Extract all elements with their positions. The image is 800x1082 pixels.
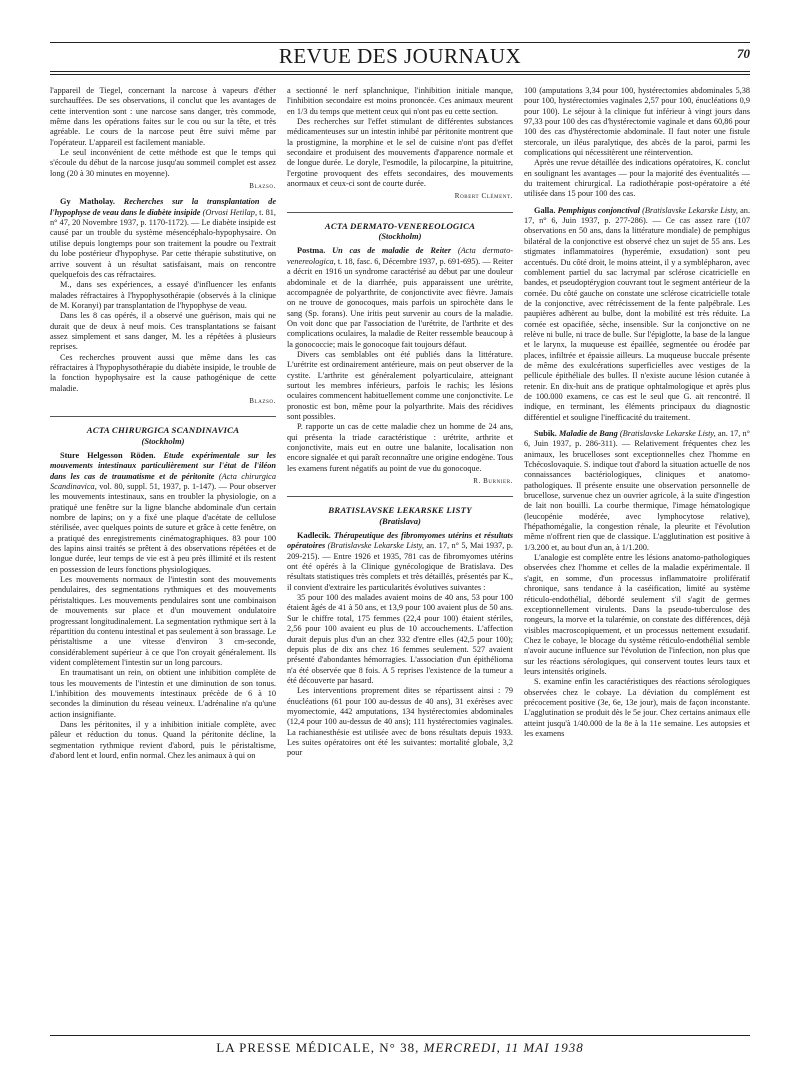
paragraph: Dans les péritonites, il y a inhibition initiale complète, avec pâleur et réduction du tonus. Quand la péritonite décline, la segmentation rythmique revient d'abord, puis le péristaltisme, d'abord lent et lourd, enfin normal. Chez les animaux à qui on xyxy=(50,719,276,760)
header-bottom-rule xyxy=(50,71,750,72)
column-3 xyxy=(524,86,750,1030)
article-title: Pemphigus conjonctival xyxy=(557,205,640,215)
paragraph: l'appareil de Tiegel, concernant la narcose à vapeurs d'éther surchauffées. De ses observations, il conclut que les avantages de cette intervention sont : une narcose sans danger, très commode, même dans les opérations faites sur le cou ou sur la tête, et très agréable. Le cours de la narcose peut être suivi même par l'opérateur. L'appareil est facilement maniable. xyxy=(50,86,276,147)
article xyxy=(524,429,750,553)
article-source: (Bratislavske Lekarske Listy, xyxy=(642,205,738,215)
article-body: an. 17, n° 6, Juin 1937, p. 277-286). — Ce cas assez rare (107 observations en 50 ans, dans la littérature mondiale) de pemphigus bilatéral de la conjonctive est observé chez un sujet de 55 ans. Les stigmates inflammatoires (hyperémie, exsudation) sont peu accentués. Du côté droit, le moins atteint, il y a symblépharon, avec comblement partiel du sac lacrymal par sclérose cicatricielle en bandes, et pseudoptérygion couvrant tout le segment antérieur de la cornée. Du côté gauche on constate une sclérose cicatricielle totale de la conjonctive, avec rétrécissement de la fente palpébrale. Les paupières adhèrent au bulbe, dont la mobilité est très réduite. La cornée est opacifiée, sèche, insensible. Sur la conjonctive on ne relève ni bulle, ni trace de bulle. Sur l'épiglotte, la base de la langue et le larynx, la muqueuse est épaillée, segmentée ou érodée par places, infiltrée et épaissie ailleurs. La muqueuse buccale présente de même des exulcérations superficielles avec vestiges de la pellicule épithéliale des bulles. Il n'existe aucune lésion cutanée à retenir. En dix-huit ans de pratique ophtalmologique et après plus de 100.000 examens, ce cas est le seul que G. ait rencontré. Il indique, en terminant, les éléments principaux du diagnostic différentiel et souligne l'inefficacité du traitement. xyxy=(524,205,750,422)
article-body: an. 17, n° 5, Mai 1937, p. 209-215). — Entre 1926 et 1935, 781 cas de fibromyomes utérins ont été opérés à la Clinique gynécologique de Bratislava. Des résultats statistiques très complets et très détaillés, présentés par K., il convient d'extraire les particularités évolutives suivantes : xyxy=(287,541,513,592)
paragraph: 100 (amputations 3,34 pour 100, hystérectomies abdominales 5,38 pour 100, hystérectomies vaginales 2,57 pour 100, énucléations 0,9 pour 100). Le séjour à la clinique fut inférieur à vingt jours dans 97,33 pour 100 des cas d'hystérectomie vaginale et dans 60,86 pour 100 des cas d'hystérectomie abdominale. Il faut noter une fistule stercorale, un iléus paralytique, des abcès de la paroi, parmi les complications qui nécessitèrent une réintervention. xyxy=(524,86,750,158)
section-separator xyxy=(287,496,513,497)
article xyxy=(524,206,750,423)
article xyxy=(50,451,276,575)
article-author: Galla. xyxy=(534,205,556,215)
article-body: vol. 80, suppl. 51, 1937, p. 1-147). — Pour observer les mouvements intestinaux, sans en troubler la physiologie, on a pratiqué une fenêtre sur la ligne blanche abdominale d'un certain nombre de lapins; on y a fixé une plaque d'acétate de cellulose stérilisée, avec quelques points de suture et grâce à cette fenêtre, on a pratiqué des enregistrements cinématographiques. 83 pour 100 des lapins ainsi traités se prêtent à des observations répétées et de longue durée, leur temps de vie est à peu près illimité et ils restent en possession de leurs fonctions physiologiques. xyxy=(50,482,276,574)
signature: Robert Clément. xyxy=(454,192,513,201)
article-source: (Orvosi Hetilap, xyxy=(202,207,258,217)
article-source: (Acta chirurgica Scandinavica, xyxy=(50,471,276,492)
article-author: Gy Matholay. xyxy=(60,197,116,207)
section-separator xyxy=(50,416,276,417)
paragraph: M., dans ses expériences, a essayé d'influencer les enfants malades réfractaires à l'hypophysothérapie (observés à la clinique de M. Koranyi) par transplantation de l'hypophyse de veau. xyxy=(50,280,276,310)
footer-journal: LA PRESSE MÉDICALE, N° 38, xyxy=(216,1040,420,1055)
page-header xyxy=(50,40,750,80)
paragraph: Ces recherches prouvent aussi que même dans les cas réfractaires à l'hypophysothérapie du diabète insipide, le trouble de la fonction hypophysaire est la cause pathogénique de cette maladie. xyxy=(50,352,276,393)
footer-date: MERCREDI, 11 MAI 1938 xyxy=(423,1040,584,1055)
header-bottom-rule-2 xyxy=(50,74,750,75)
page-number: 70 xyxy=(737,46,750,61)
article xyxy=(50,197,276,280)
article xyxy=(287,246,513,349)
footer-rule xyxy=(50,1035,750,1036)
paragraph: L'analogie est complète entre les lésions anatomo-pathologiques observées chez l'homme et celles de la maladie expérimentale. Il s'agit, en somme, d'un processus inflammatoire prolifératif chronique, sans tendance à la caséification, limité au système réticulo-endothélial, débordé seulement s'il s'agit de germes exceptionnellement virulents. Dans la pseudo-tuberculose des rongeurs, la morve et la tularémie, on constate des différences, déjà visibles macroscopiquement, et un processus nettement exsudatif. Chez le cobaye, le blocage du système réticulo-endothélial semble n'avoir aucune influence sur l'évolution de l'infection, non plus que sur les réactions sérologiques, qui conservent toutes leurs taux et leurs intensités originels. xyxy=(524,553,750,676)
article-body: t. 81, n° 47, 20 Novembre 1937, p. 1170-1172). — Le diabète insipide est causé par un trouble du système mésencéphalo-hypophysaire. On utilise depuis longtemps pour son traitement la poudre ou l'extrait du lobe postérieur d'hypophyse. Par cette thérapie substitutive, on arrive souvent à un résultat satisfaisant, mais on rencontre quelquefois des cas réfractaires. xyxy=(50,207,276,279)
section-title: ACTA DERMATO-VENEREOLOGICA xyxy=(324,220,476,231)
article-body: t. 18, fasc. 6, Décembre 1937, p. 691-695). — Reiter a décrit en 1916 un syndrome caractérisé au début par une douleur abdominale et de la diarrhée, puis apparaissent une urétrite, accompagnée de polyarthrite, de conjonctivite avec fièvre. Jamais on ne trouve de gonocoques, mais parfois un spirochète dans le sang (Sp. forans). Une iritis peut survenir au cours de la maladie. On voit donc que par l'association de l'urétrite, de l'arthrite et des complications oculaires, la maladie de Reiter ressemble beaucoup à la gonococcie; mais le gonocoque fait toujours défaut. xyxy=(287,256,513,349)
section-separator xyxy=(287,212,513,213)
article-source: (Bratislavske Lekarske Listy, xyxy=(619,429,716,438)
column-2 xyxy=(287,86,513,1030)
section-subtitle: (Bratislava) xyxy=(379,515,421,526)
footer-text xyxy=(50,1040,750,1056)
article-author: Postma. xyxy=(297,246,326,256)
article-title: Un cas de maladie de Reiter xyxy=(332,246,452,256)
header-top-rule xyxy=(50,42,750,43)
paragraph: Les mouvements normaux de l'intestin sont des mouvements pendulaires, des segmentations rythmiques et des mouvements péristaltiques. Les mouvements pendulaires sont une combinaison de mouvements sur place et d'un mouvement ondulatoire progressant longitudinalement. La segmentation rythmique sert à la répartition du contenu intestinal et pas seulement à son brassage. Le péristaltisme a une vitesse d'environ 3 cm-seconde, considérablement supérieur à ce que l'on croyait généralement. Ils vident complètement l'intestin sur un long parcours. xyxy=(50,575,276,667)
paragraph: a sectionné le nerf splanchnique, l'inhibition initiale manque, l'inhibition secondaire est moins prononcée. Ces animaux meurent en 1/3 du temps que mettent ceux qui n'ont pas eu cette section. xyxy=(287,86,513,116)
section-subtitle: (Stockholm) xyxy=(378,231,422,242)
page-footer xyxy=(50,1034,750,1062)
section-title: ACTA CHIRURGICA SCANDINAVICA xyxy=(86,425,240,436)
text-columns xyxy=(50,86,750,1030)
article-title: Thérapeutique des fibromyomes utérins et résultats opératoires xyxy=(287,531,513,551)
article-source: (Acta dermato-venereologica, xyxy=(287,246,513,266)
article-title: Recherches sur la transplantation de l'hypophyse de veau dans le diabète insipide xyxy=(50,197,276,217)
paragraph: Des recherches sur l'effet stimulant de différentes substances médicamenteuses sur un intestin inhibé par péritonite montrent que la prostigmine, la morphine et le sel de cuisine n'ont pas d'effet secondaire et produisent des mouvements d'apparence normale et de longue durée. Le doryle, l'esmodile, la pilocarpine, la pituitrine, l'ergotine provoquent des effets secondaires, des mouvements anormaux et ceux-ci sont de courte durée. xyxy=(287,117,513,189)
paragraph: Les interventions proprement dites se répartissent ainsi : 79 énucléations (61 pour 100 au-dessus de 40 ans), 31 exérèses avec myomectomie, 442 amputations, 134 hystérectomies abdominales (12,4 pour 100 au-dessus de 40 ans); 111 hystérectomies vaginales. La rachianesthésie est utilisée avec de bons résultats depuis 1933. Les suites opératoires ont été les suivantes: mortalité globale, 3,2 pour xyxy=(287,686,513,758)
article-source: (Bratislavske Lekarske Listy, xyxy=(327,541,424,551)
article-author: Sture Helgesson Röden. xyxy=(60,451,156,460)
article-title: Etude expérimentale sur les mouvements intestinaux particulièrement sur l'état de l'iléon dans les cas de traumatisme et de péritonite xyxy=(50,451,276,481)
paragraph: Dans les 8 cas opérés, il a observé une guérison, mais qui ne durait que de deux à neuf mois. Ces transplantations se faisant assez simplement et sans danger, M. les a répétées à plusieurs reprises. xyxy=(50,311,276,352)
paragraph: 35 pour 100 des malades avaient moins de 40 ans, 53 pour 100 étaient âgés de 41 à 50 ans, et 13,9 pour 100 avaient plus de 50 ans. Sur le chiffre total, 175 femmes (22,4 pour 100) étaient stériles, 2,56 pour 100 avaient eu plus de 10 accouchements. L'affection durait depuis plus d'un an chez 332 d'entre elles (42,5 pour 100); depuis plus de dix ans chez 16 femmes seulement. 527 avaient présenté d'abondantes hémorragies. L'association d'un épithélioma n'a été observée que 8 fois. A 5 reprises l'existence de la tumeur a été découverte par hasard. xyxy=(287,593,513,685)
section-title: BRATISLAVSKE LEKARSKE LISTY xyxy=(328,505,472,516)
paragraph: P. rapporte un cas de cette maladie chez un homme de 24 ans, qui présenta la triade caractéristique : urétrite, arthrite et conjonctivite, mais eut en outre une balanite, localisation non encore signalée et qui paraît reconnaître une origine endogène. Tous les examens furent négatifs au point de vue du gonocoque. xyxy=(287,422,513,473)
signature: Blazso. xyxy=(249,182,276,191)
section-subtitle: (Stockholm) xyxy=(141,435,185,446)
article-body: an. 17, n° 6, Juin 1937, p. 286-311). — Relativement fréquentes chez les animaux, les brucelloses sont exceptionnelles chez l'homme en Tchécoslovaquie. S. indique tout d'abord la situation actuelle de nos connaissances bactériologiques, cliniques et anatomo-pathologiques. Il présente ensuite une observation personnelle de brucellose, survenue chez un ouvrier agricole, à la suite d'ingestion de lait non bouilli. La courbe thermique, l'image hématologique (leucopénie modérée, avec lymphocytose relative), l'hépathomégalie, la congestion rénale, la pleurite et l'évolution même n'offrent rien que de classique. L'agglutination est positive à 1/3.200 et, au bout d'un an, à 1/1.200. xyxy=(524,429,750,552)
signature: R. Burnier. xyxy=(473,477,513,486)
article-title: Maladie de Bang xyxy=(559,429,618,438)
column-1 xyxy=(50,86,276,1030)
article-author: Subik. xyxy=(534,429,557,438)
article-author: Kadlecik. xyxy=(297,531,331,541)
paragraph: Divers cas semblables ont été publiés dans la littérature. L'urétrite est ordinairement antérieure, mais on peut observer de la cystite. L'arthrite est généralement polyarticulaire, atteignant surtout les membres inférieurs, parfois le rachis; les lésions oculaires commencent habituellement comme une conjonctivite. Le pronostic est bon, même pour la polyarthrite. Mais des récidives sont possibles. xyxy=(287,349,513,421)
paragraph: En traumatisant un rein, on obtient une inhibition complète de tous les mouvements de l'intestin et une diminution de son tonus. L'inhibition des mouvements intestinaux précède de 6 à 10 secondes la diminution du réseau veineux. L'adrénaline n'a qu'une action insignifiante. xyxy=(50,668,276,719)
paragraph: Le seul inconvénient de cette méthode est que le temps qui s'écoule du début de la narcose jusqu'au sommeil complet est assez long (20 à 30 minutes en moyenne). xyxy=(50,148,276,178)
article xyxy=(287,531,513,593)
signature: Blazso. xyxy=(249,396,276,405)
paragraph: S. examine enfin les caractéristiques des réactions sérologiques observées chez le cobaye. La déviation du complément est précocement positive (3e, 6e, 13e jour), mais de façon inconstante. L'agglutination se produit dès le 5e jour. Chez certains animaux elle atteint jusqu'à 1/40.000 de la 8e à la 11e semaine. Les autopsies et les examens xyxy=(524,677,750,738)
paragraph: Après une revue détaillée des indications opératoires, K. conclut en soulignant les avantages — pour la majorité des éventualités — du traitement chirurgical. La radiothérapie post-opératoire a été utilisée dans 15 pour 100 des cas. xyxy=(524,158,750,199)
journal-section-title: REVUE DES JOURNAUX xyxy=(278,44,522,68)
